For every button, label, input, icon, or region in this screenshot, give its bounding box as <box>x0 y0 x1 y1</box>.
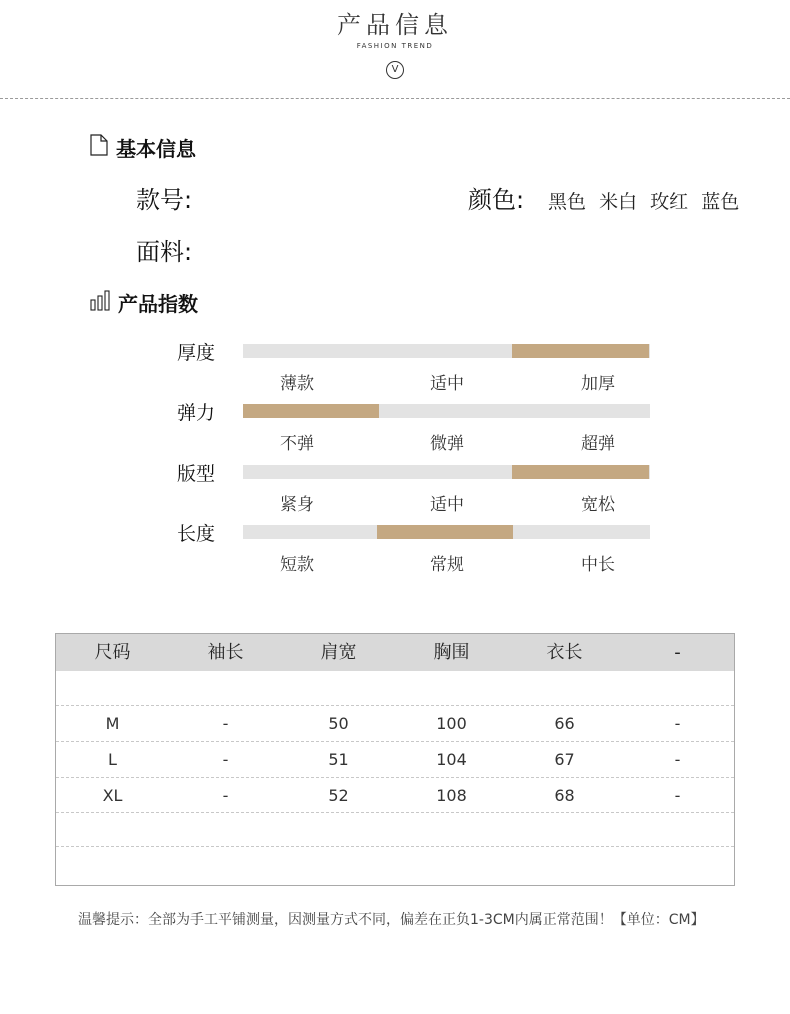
table-row <box>56 742 734 778</box>
metric-bar-elasticity <box>243 404 650 418</box>
table-cell: L <box>108 750 117 769</box>
table-cell: - <box>222 786 229 805</box>
page-subtitle: FASHION TREND <box>356 42 434 50</box>
section-title: 产品指数 <box>118 291 198 316</box>
metric-option: 不弹 <box>280 434 314 454</box>
column-header: 衣长 <box>546 642 583 663</box>
table-cell: - <box>674 750 681 769</box>
color-option: 米白 <box>599 191 638 213</box>
column-header: 胸围 <box>433 642 470 663</box>
metric-bar-fill <box>377 525 513 539</box>
size-table <box>55 633 735 886</box>
divider <box>0 98 790 99</box>
table-cell: - <box>222 714 229 733</box>
fabric-label: 面料: <box>136 238 193 266</box>
metric-bar-fill <box>512 344 649 358</box>
table-row-empty <box>56 847 734 884</box>
color-list <box>548 187 746 214</box>
table-row <box>56 706 734 742</box>
metric-option: 中长 <box>581 555 615 575</box>
table-cell: XL <box>102 786 123 805</box>
page-header <box>0 10 790 50</box>
metric-option: 微弹 <box>430 434 464 454</box>
table-row-empty <box>56 813 734 847</box>
table-cell: 100 <box>436 714 467 733</box>
metric-label-elasticity: 弹力 <box>177 402 216 424</box>
document-icon <box>90 134 108 160</box>
metric-option: 适中 <box>430 495 464 515</box>
metric-option: 紧身 <box>280 495 314 515</box>
column-header: 肩宽 <box>320 642 357 663</box>
metric-option: 常规 <box>430 555 464 575</box>
section-basic-info <box>90 133 196 161</box>
table-cell: 50 <box>328 714 349 733</box>
table-cell: 67 <box>554 750 575 769</box>
color-label: 颜色: <box>468 186 525 214</box>
metric-bar-fit <box>243 465 650 479</box>
metric-option: 薄款 <box>280 374 314 394</box>
metric-option: 短款 <box>280 555 314 575</box>
metric-bar-length <box>243 525 650 539</box>
table-row-empty <box>56 671 734 706</box>
table-cell: 104 <box>436 750 467 769</box>
metric-label-thickness: 厚度 <box>177 342 216 364</box>
table-cell: - <box>674 714 681 733</box>
metric-label-length: 长度 <box>177 523 216 545</box>
table-row <box>56 778 734 813</box>
color-option: 蓝色 <box>701 191 740 213</box>
metric-bar-thickness <box>243 344 650 358</box>
bar-chart-icon <box>90 289 110 315</box>
section-title: 基本信息 <box>116 136 196 161</box>
table-cell: 51 <box>328 750 349 769</box>
color-option: 玫红 <box>650 191 689 213</box>
page-title: 产品信息 <box>337 11 453 39</box>
chevron-badge-icon: V <box>386 61 404 79</box>
column-header: - <box>674 642 681 663</box>
table-cell: - <box>222 750 229 769</box>
metric-label-fit: 版型 <box>177 463 216 485</box>
table-cell: M <box>105 714 120 733</box>
metric-option: 宽松 <box>581 495 615 515</box>
color-option: 黑色 <box>548 191 587 213</box>
column-header: 尺码 <box>94 642 131 663</box>
table-cell: 108 <box>436 786 467 805</box>
metric-bar-fill <box>243 404 379 418</box>
metric-bar-fill <box>512 465 649 479</box>
measurement-note: 温馨提示：全部为手工平铺测量，因测量方式不同，偏差在正负1-3CM内属正常范围！【单位：CM】 <box>78 912 705 928</box>
table-cell: 68 <box>554 786 575 805</box>
style-no-label: 款号: <box>136 186 193 214</box>
column-header: 袖长 <box>207 642 244 663</box>
metric-option: 超弹 <box>581 434 615 454</box>
metric-option: 加厚 <box>581 374 615 394</box>
table-header <box>56 634 734 671</box>
table-cell: 52 <box>328 786 349 805</box>
table-cell: 66 <box>554 714 575 733</box>
metric-option: 适中 <box>430 374 464 394</box>
section-product-index <box>90 288 198 316</box>
table-cell: - <box>674 786 681 805</box>
